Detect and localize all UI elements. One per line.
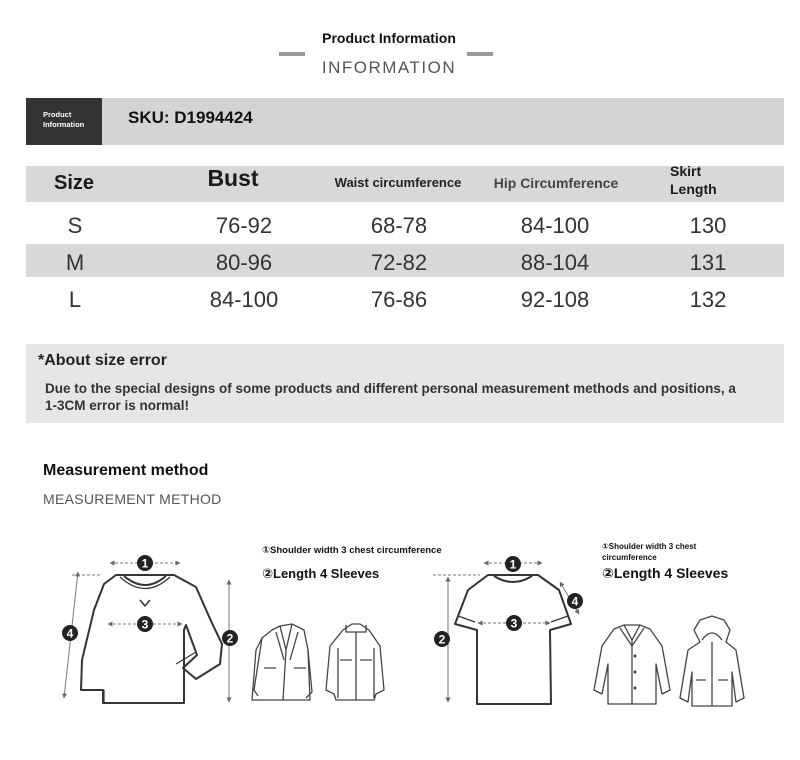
notice-body: Due to the special designs of some products and different personal measurement methods and positions, a 1-3CM error is normal! [45,381,736,413]
shirt-icon [594,625,670,704]
badge-line-1: Product [43,110,72,119]
badge-line-2: Information [43,120,85,129]
cell-hip: 92-108 [520,287,590,312]
marker-1-right [505,556,521,572]
svg-text:1: 1 [509,557,517,572]
svg-text:1: 1 [141,556,149,571]
header-skirt-line-1: Skirt [670,163,702,179]
svg-text:3: 3 [510,616,518,631]
marker-3-left [137,616,153,632]
page-title: Product Information [322,30,456,46]
cell-bust: 84-100 [209,287,279,312]
cell-waist: 68-78 [370,213,428,238]
cell-hip: 88-104 [520,250,590,275]
cell-length: 131 [689,250,727,275]
cell-waist: 72-82 [370,250,428,275]
left-legend-line-1: ①Shoulder width 3 chest circumference [262,545,442,556]
cell-bust: 76-92 [215,213,273,238]
tshirt-icon [455,575,571,704]
svg-text:4: 4 [571,594,579,609]
page-subtitle: INFORMATION [321,58,457,77]
right-legend-line-1b: circumference [602,553,657,562]
marker-4-left [62,625,78,641]
cell-size: L [68,287,82,312]
cell-size: M [65,250,85,275]
left-legend-line-2: ②Length 4 Sleeves [262,566,380,581]
header-bust: Bust [207,165,259,191]
header-waist: Waist circumference [334,175,462,190]
measurement-subtitle: MEASUREMENT METHOD [43,491,222,507]
right-legend-line-2: ②Length 4 Sleeves [602,565,729,581]
svg-text:4: 4 [66,626,74,641]
zip-jacket-icon [326,624,384,700]
cell-size: S [67,213,83,238]
header-size: Size [53,172,95,194]
marker-2-right [434,631,450,647]
notice-title: *About size error [38,352,167,369]
marker-3-right [506,615,522,631]
measurement-title: Measurement method [43,462,209,479]
svg-text:3: 3 [141,617,149,632]
cell-hip: 84-100 [520,213,590,238]
cell-length: 132 [689,287,727,312]
hoodie-icon [680,616,744,706]
svg-text:2: 2 [226,631,234,646]
cell-bust: 80-96 [215,250,273,275]
marker-4-right [567,593,583,609]
svg-text:2: 2 [438,632,446,647]
header-hip: Hip Circumference [493,175,619,191]
sku-label: SKU: D1994424 [128,108,253,127]
long-sleeve-sweater-icon [81,575,222,703]
header-skirt-line-2: Length [670,181,717,197]
cell-length: 130 [689,213,727,238]
marker-2-left [222,630,238,646]
right-legend-line-1a: ①Shoulder width 3 chest [602,542,697,551]
marker-1-left [137,555,153,571]
blazer-icon [252,624,312,700]
cell-waist: 76-86 [370,287,428,312]
